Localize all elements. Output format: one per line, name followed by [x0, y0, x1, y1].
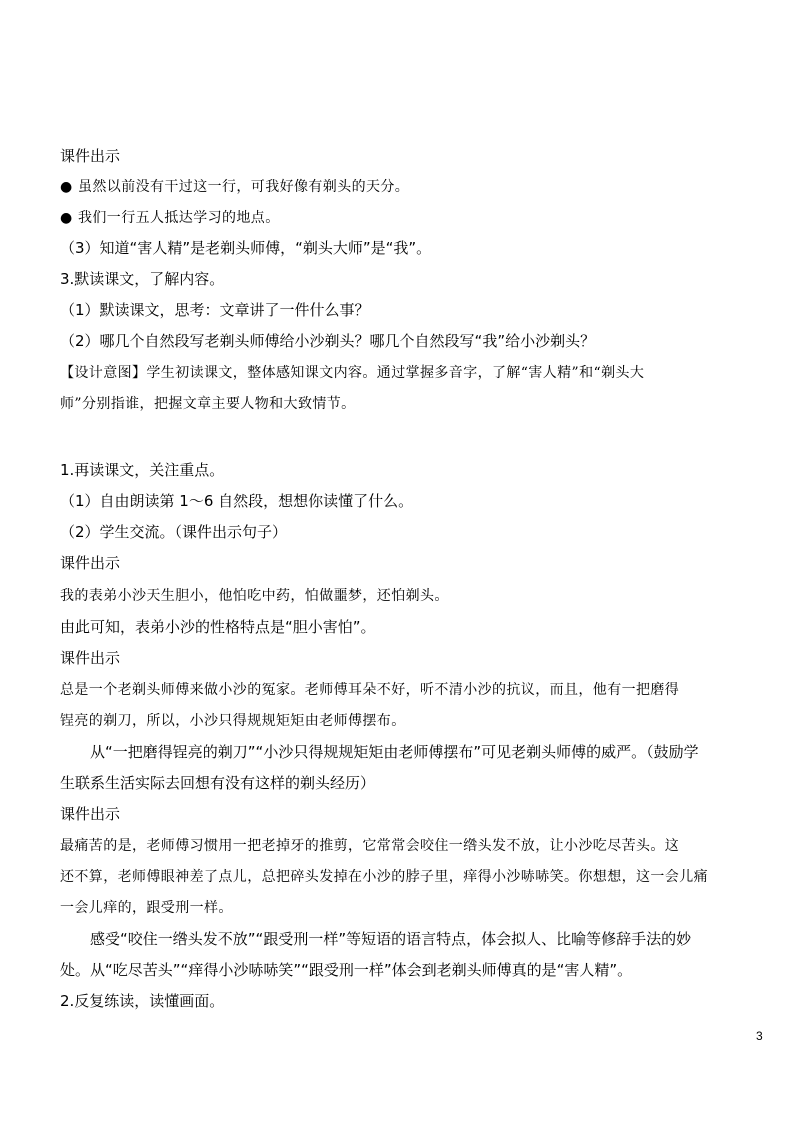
page-number: 3 — [756, 1029, 763, 1043]
quote-line: 最痛苦的是，老师傅习惯用一把老掉牙的推剪，它常常会咬住一绺头发不放，让小沙吃尽苦头。这 — [60, 838, 680, 854]
quote-text: 虽然以前没有干过这一行，可我好像有剃头的天分。 — [78, 179, 410, 195]
quote-line: 锃亮的剃刀，所以，小沙只得规规矩矩由老师傅摆布。 — [60, 713, 406, 729]
bullet-quote-line — [60, 177, 409, 197]
paragraph-line: （3）知道“害人精”是老剃头师傅，“剃头大师”是“我”。 — [60, 239, 432, 257]
section-heading — [0, 428, 794, 448]
paragraph-line: 生联系生活实际去回想有没有这样的剃头经历） — [60, 774, 376, 792]
paragraph-line: 2.反复练读，读懂画面。 — [60, 992, 225, 1010]
bullet-icon: ● — [60, 210, 73, 226]
paragraph-line: 由此可知，表弟小沙的性格特点是“胆小害怕”。 — [60, 618, 376, 636]
courseware-label: 课件出示 — [60, 147, 121, 165]
courseware-label: 课件出示 — [60, 649, 121, 667]
paragraph-line: （1）默读课文，思考：文章讲了一件什么事？ — [60, 301, 370, 319]
design-intent-line: 【设计意图】学生初读课文，整体感知课文内容。通过掌握多音字，了解“害人精”和“剃头大 — [60, 365, 645, 381]
paragraph-line: （1）自由朗读第 1～6 自然段，想想你读懂了什么。 — [60, 492, 414, 510]
quote-line: 总是一个老剃头师傅来做小沙的冤家。老师傅耳朵不好，听不清小沙的抗议，而且，他有一把磨得 — [60, 682, 680, 698]
quote-line: 还不算，老师傅眼神差了点儿，总把碎头发掉在小沙的脖子里，痒得小沙哧哧笑。你想想，这一会儿痛 — [60, 869, 708, 885]
quote-text: 我们一行五人抵达学习的地点。 — [78, 210, 280, 226]
bullet-quote-line — [60, 208, 280, 228]
courseware-label: 课件出示 — [60, 805, 121, 823]
design-intent-line: 师”分别指谁，把握文章主要人物和大致情节。 — [60, 396, 356, 412]
quote-line: 我的表弟小沙天生胆小，他怕吃中药，怕做噩梦，还怕剃头。 — [60, 588, 449, 604]
paragraph-line: 3.默读课文，了解内容。 — [60, 270, 225, 288]
paragraph-line: （2）哪几个自然段写老剃头师傅给小沙剃头？哪几个自然段写“我”给小沙剃头？ — [60, 332, 596, 350]
bullet-icon: ● — [60, 179, 73, 195]
courseware-label: 课件出示 — [60, 554, 121, 572]
paragraph-line: （2）学生交流。（课件出示句子） — [60, 523, 288, 541]
paragraph-line: 1.再读课文，关注重点。 — [60, 461, 225, 479]
quote-line: 一会儿痒的，跟受刑一样。 — [60, 900, 233, 916]
paragraph-line: 处。从“吃尽苦头”“痒得小沙哧哧笑”“跟受刑一样”体会到老剃头师傅真的是“害人精”。 — [60, 961, 633, 979]
paragraph-line: 感受“咬住一绺头发不放”“跟受刑一样”等短语的语言特点，体会拟人、比喻等修辞手法的妙 — [90, 930, 692, 948]
paragraph-line: 从“一把磨得锃亮的剃刀”“小沙只得规规矩矩由老师傅摆布”可见老剃头师傅的威严。（鼓励学 — [90, 743, 699, 761]
